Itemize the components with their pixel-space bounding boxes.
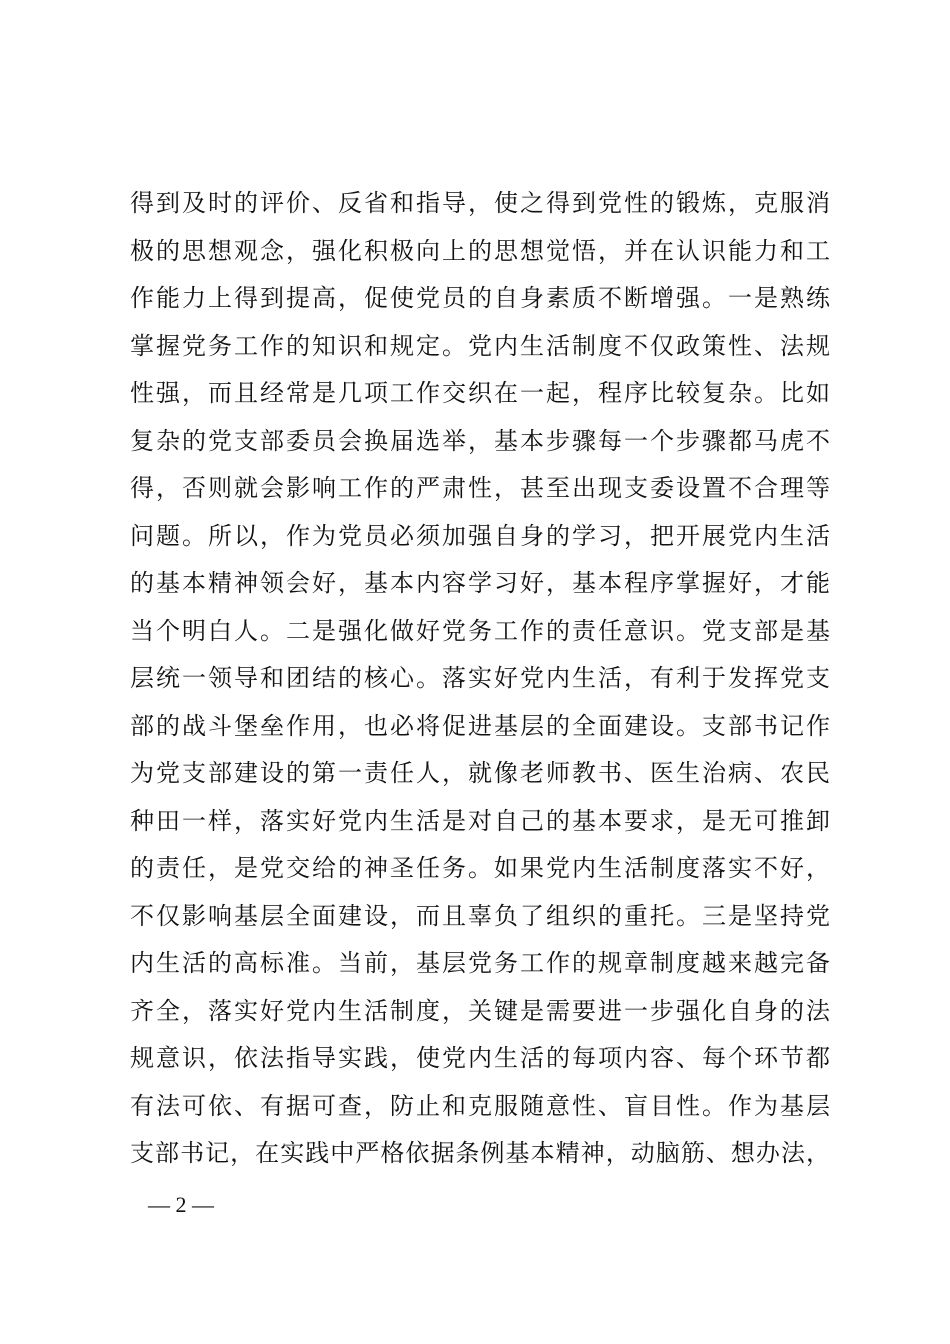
text-line: 掌握党务工作的知识和规定。党内生活制度不仅政策性、法规: [130, 331, 830, 360]
text-line: 层统一领导和团结的核心。落实好党内生活，有利于发挥党支: [130, 664, 830, 692]
text-line: 作能力上得到提高，促使党员的自身素质不断增强。一是熟练: [130, 284, 830, 312]
text-line: 内生活的高标准。当前，基层党务工作的规章制度越来越完备: [130, 949, 830, 977]
text-line: 支部书记，在实践中严格依据条例基本精神，动脑筋、想办法，: [130, 1139, 830, 1167]
text-line: 齐全，落实好党内生活制度，关键是需要进一步强化自身的法: [130, 996, 830, 1025]
text-line: 部的战斗堡垒作用，也必将促进基层的全面建设。支部书记作: [130, 711, 830, 740]
text-line: 规意识，依法指导实践，使党内生活的每项内容、每个环节都: [130, 1044, 830, 1072]
text-line: 有法可依、有据可查，防止和克服随意性、盲目性。作为基层: [130, 1091, 830, 1120]
text-line: 极的思想观念，强化积极向上的思想觉悟，并在认识能力和工: [130, 236, 830, 265]
text-line: 种田一样，落实好党内生活是对自己的基本要求，是无可推卸: [130, 806, 830, 835]
text-line: 得到及时的评价、反省和指导，使之得到党性的锻炼，克服消: [130, 189, 830, 217]
text-line: 问题。所以，作为党员必须加强自身的学习，把开展党内生活: [130, 521, 830, 550]
text-line: 得，否则就会影响工作的严肃性，甚至出现支委设置不合理等: [130, 474, 830, 502]
body-text: [130, 180, 830, 1178]
text-line: 不仅影响基层全面建设，而且辜负了组织的重托。三是坚持党: [130, 901, 830, 930]
page-number: — 2 —: [148, 1192, 214, 1217]
text-line: 为党支部建设的第一责任人，就像老师教书、医生治病、农民: [130, 759, 830, 787]
text-line: 当个明白人。二是强化做好党务工作的责任意识。党支部是基: [130, 616, 830, 645]
text-line: 性强，而且经常是几项工作交织在一起，程序比较复杂。比如: [130, 379, 830, 407]
text-line: 复杂的党支部委员会换届选举，基本步骤每一个步骤都马虎不: [130, 426, 830, 455]
text-line: 的基本精神领会好，基本内容学习好，基本程序掌握好，才能: [130, 569, 830, 597]
text-line: 的责任，是党交给的神圣任务。如果党内生活制度落实不好，: [130, 854, 830, 882]
